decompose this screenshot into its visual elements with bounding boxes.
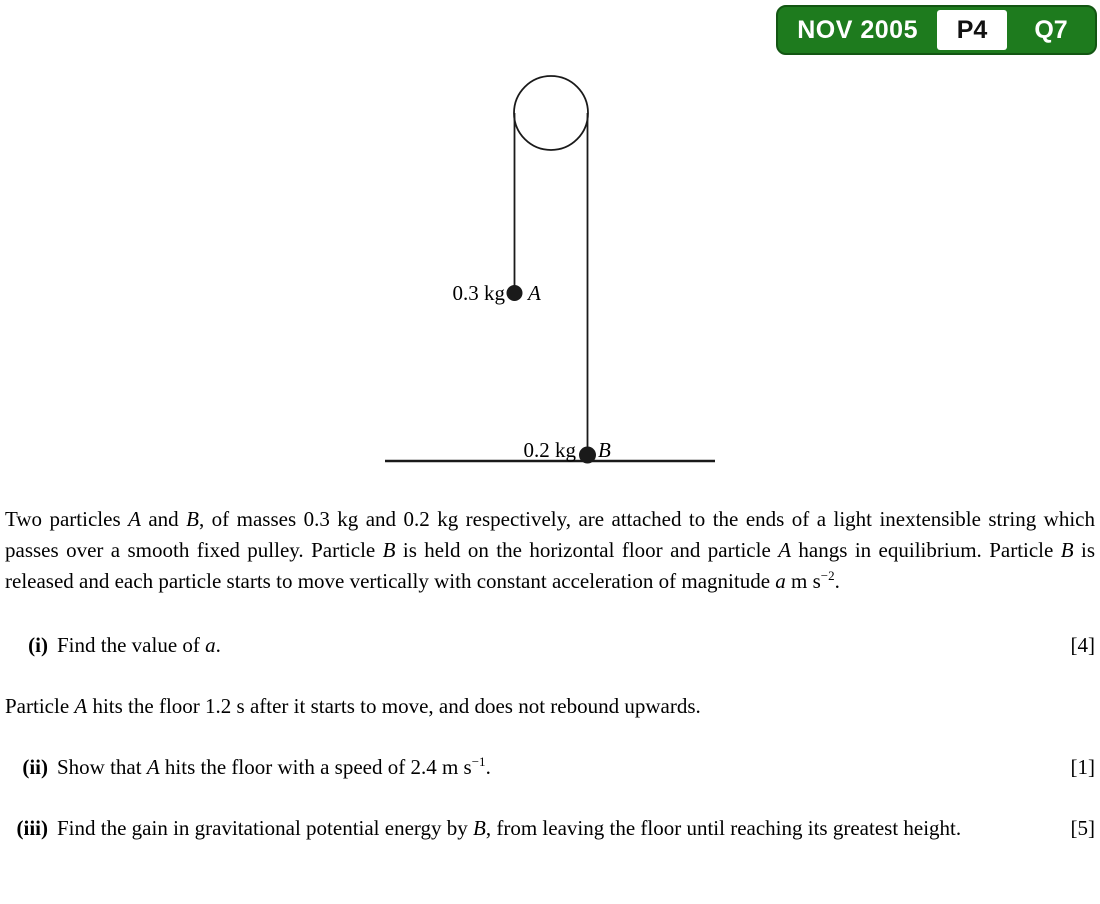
badge-session-label: NOV 2005 — [797, 15, 918, 44]
part-i-label: (i) — [28, 633, 48, 657]
interlude-paragraph: Particle A hits the floor 1.2 s after it starts to move, and does not rebound upwards. — [5, 694, 701, 718]
pulley-diagram — [380, 70, 725, 475]
mass-b-label: 0.2 kg — [523, 438, 576, 462]
mass-a-label: 0.3 kg — [452, 281, 505, 305]
pulley-circle — [514, 76, 588, 150]
part-ii-text: Show that A hits the floor with a speed of 2.4 m $s^{-1}$. — [57, 754, 491, 779]
part-ii-marks: [1] — [1070, 755, 1095, 779]
particle-a-dot — [507, 285, 523, 301]
part-ii-body — [57, 752, 1095, 783]
badge-paper-label: P4 — [937, 10, 1007, 50]
pulley-diagram-svg — [380, 70, 725, 475]
session-badge — [776, 5, 1097, 55]
part-i — [5, 630, 1095, 661]
part-iii-marks: [5] — [1070, 816, 1095, 840]
intro-paragraph: Two particles A and B, of masses 0.3 kg and 0.2 kg respectively, are attached to the ends of a light inextensible string which passes over a smooth fixed pulley. Particle B is held on the horizontal floor and particle A hangs in equilibrium. Particle B is released and each particle starts to move vertically with constant acceleration of magnitude a m $s^{-2}$. — [5, 507, 1095, 593]
particle-a-label: A — [528, 281, 541, 305]
part-iii — [5, 813, 1095, 844]
badge-question-label: Q7 — [1034, 15, 1068, 44]
part-iii-body — [57, 813, 1095, 844]
particle-b-label: B — [598, 438, 611, 462]
part-i-text: Find the value of a. — [57, 633, 221, 657]
part-ii-label: (ii) — [22, 755, 48, 779]
part-iii-label: (iii) — [16, 816, 48, 840]
part-i-body — [57, 630, 1095, 661]
part-i-marks: [4] — [1070, 633, 1095, 657]
part-iii-text: Find the gain in gravitational potential energy by B, from leaving the floor until reaching its greatest height. — [57, 816, 962, 840]
question-text — [0, 504, 1100, 844]
part-ii — [5, 752, 1095, 783]
